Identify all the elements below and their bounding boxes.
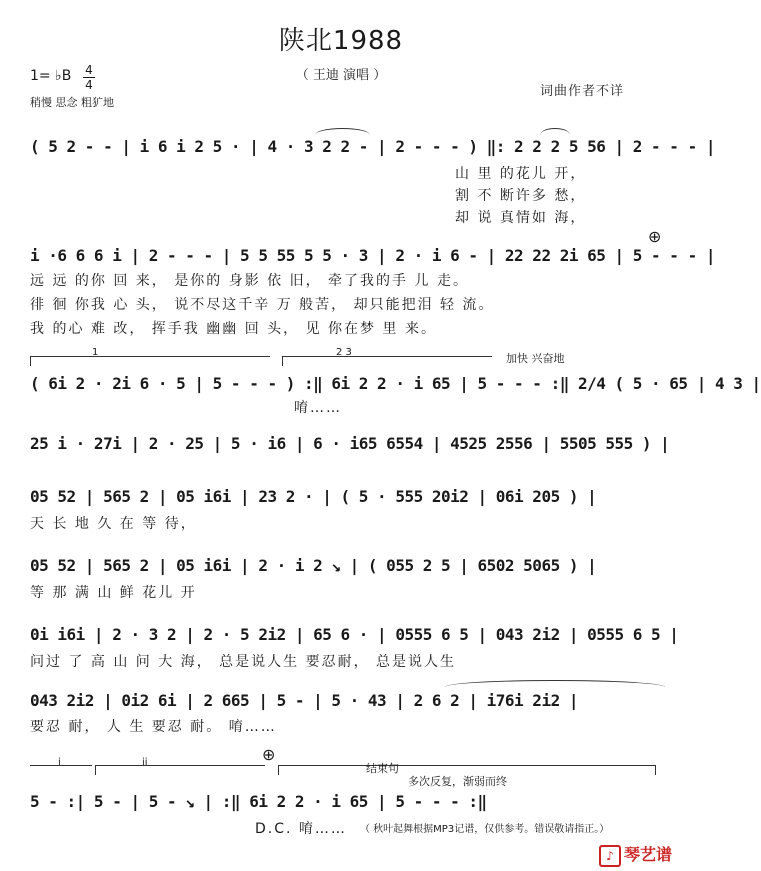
time-signature-bottom: 4	[85, 78, 93, 92]
watermark-logo	[599, 842, 672, 867]
lyric-row-1-verse-2: 割 不 断许多 愁，	[455, 188, 587, 204]
coda-sign-icon-2: ⊕	[262, 745, 276, 764]
score-row-6: 05 52 | 565 2 | 05 i6i | 2 · i 2 ↘ | ( 055 2 5 | 6502 5065 ) |	[30, 556, 597, 575]
score-row-1: ( 5 2 - - | i 6 i 2 5 · | 4 · 3 2 2 - | 2 - - - ) ‖: 2 2 2 5 56 | 2 - - - |	[30, 137, 715, 156]
score-row-8: 043 2i2 | 0i2 6i | 2 665 | 5 - | 5 · 43 | 2 6 2 | i76i 2i2 |	[30, 691, 578, 710]
score-row-7: 0i i6i | 2 · 3 2 | 2 · 5 2i2 | 65 6 · | 0555 6 5 | 043 2i2 | 0555 6 5 |	[30, 625, 679, 644]
tempo-change-marking: 加快 兴奋地	[506, 352, 565, 365]
volta-i-label: i	[58, 757, 61, 768]
lyric-row-2-verse-2: 徘 徊 你我 心 头， 说不尽这千辛 万 般苦， 却只能把泪 轻 流。	[30, 297, 495, 313]
lyric-row-3: 唷……	[294, 400, 342, 416]
lyric-row-5: 天 长 地 久 在 等 待，	[30, 516, 197, 532]
volta-1-label: 1	[92, 347, 99, 358]
coda-sign-icon: ⊕	[648, 227, 662, 246]
logo-mark-icon: ♪	[599, 845, 621, 867]
lyric-row-2-verse-3: 我 的心 难 改， 挥手我 幽幽 回 头， 见 你在梦 里 来。	[30, 321, 437, 337]
score-row-3: ( 6i 2 · 2i 6 · 5 | 5 - - - ) :‖ 6i 2 2 · i 65 | 5 - - - :‖ 2/4 ( 5 · 65 | 4 3 |	[30, 374, 761, 393]
score-row-5: 05 52 | 565 2 | 05 i6i | 23 2 · | ( 5 · 555 20i2 | 06i 205 ) |	[30, 487, 597, 506]
score-row-2: i ·6 6 6 i | 2 - - - | 5 5 55 5 5 · 3 | 2 · i 6 - | 22 22 2i 65 | 5 - - - |	[30, 246, 715, 265]
volta-ii-label: ii	[142, 757, 148, 768]
score-row-9: 5 - :| 5 - | 5 - ↘ | :‖ 6i 2 2 · i 65 | 5 - - - :‖	[30, 792, 487, 811]
transcription-footnote: （ 秋叶起舞根据MP3记谱，仅供参考。错误敬请指正。）	[360, 824, 610, 835]
volta-23-label: 2 3	[336, 347, 352, 358]
singer-credit: （ 王迪 演唱 ）	[295, 68, 387, 83]
lyric-row-6: 等 那 满 山 鲜 花儿 开	[30, 585, 197, 601]
author-credit: 词曲作者不详	[540, 84, 625, 99]
lyric-row-7: 问过 了 高 山 问 大 海， 总是说人生 要忍耐， 总是说人生	[30, 654, 457, 670]
lyric-row-1-verse-1: 山 里 的花儿 开，	[455, 166, 587, 182]
song-title: 陕北1988	[278, 26, 404, 56]
tempo-marking: 稍慢 思念 粗犷地	[30, 96, 114, 109]
lyric-row-2-verse-1: 远 远 的你 回 来， 是你的 身影 依 旧， 牵了我的手 儿 走。	[30, 273, 469, 289]
repeat-note: 多次反复，渐弱而终	[408, 775, 507, 788]
score-row-4: 25 i · 27i | 2 · 25 | 5 · i6 | 6 · i65 6554 | 4525 2556 | 5505 555 ) |	[30, 434, 670, 453]
lyric-row-8: 要忍 耐， 人 生 要忍 耐。 唷……	[30, 719, 277, 735]
lyric-row-1-verse-3: 却 说 真情如 海，	[455, 210, 587, 226]
lyric-row-9: D.C. 唷……	[255, 821, 347, 837]
key-signature: 1= ♭B	[30, 68, 72, 84]
watermark-text: 琴艺谱	[623, 845, 672, 864]
ending-section-label: 结束句	[366, 762, 399, 775]
time-signature	[82, 64, 96, 91]
time-signature-top: 4	[85, 63, 93, 77]
